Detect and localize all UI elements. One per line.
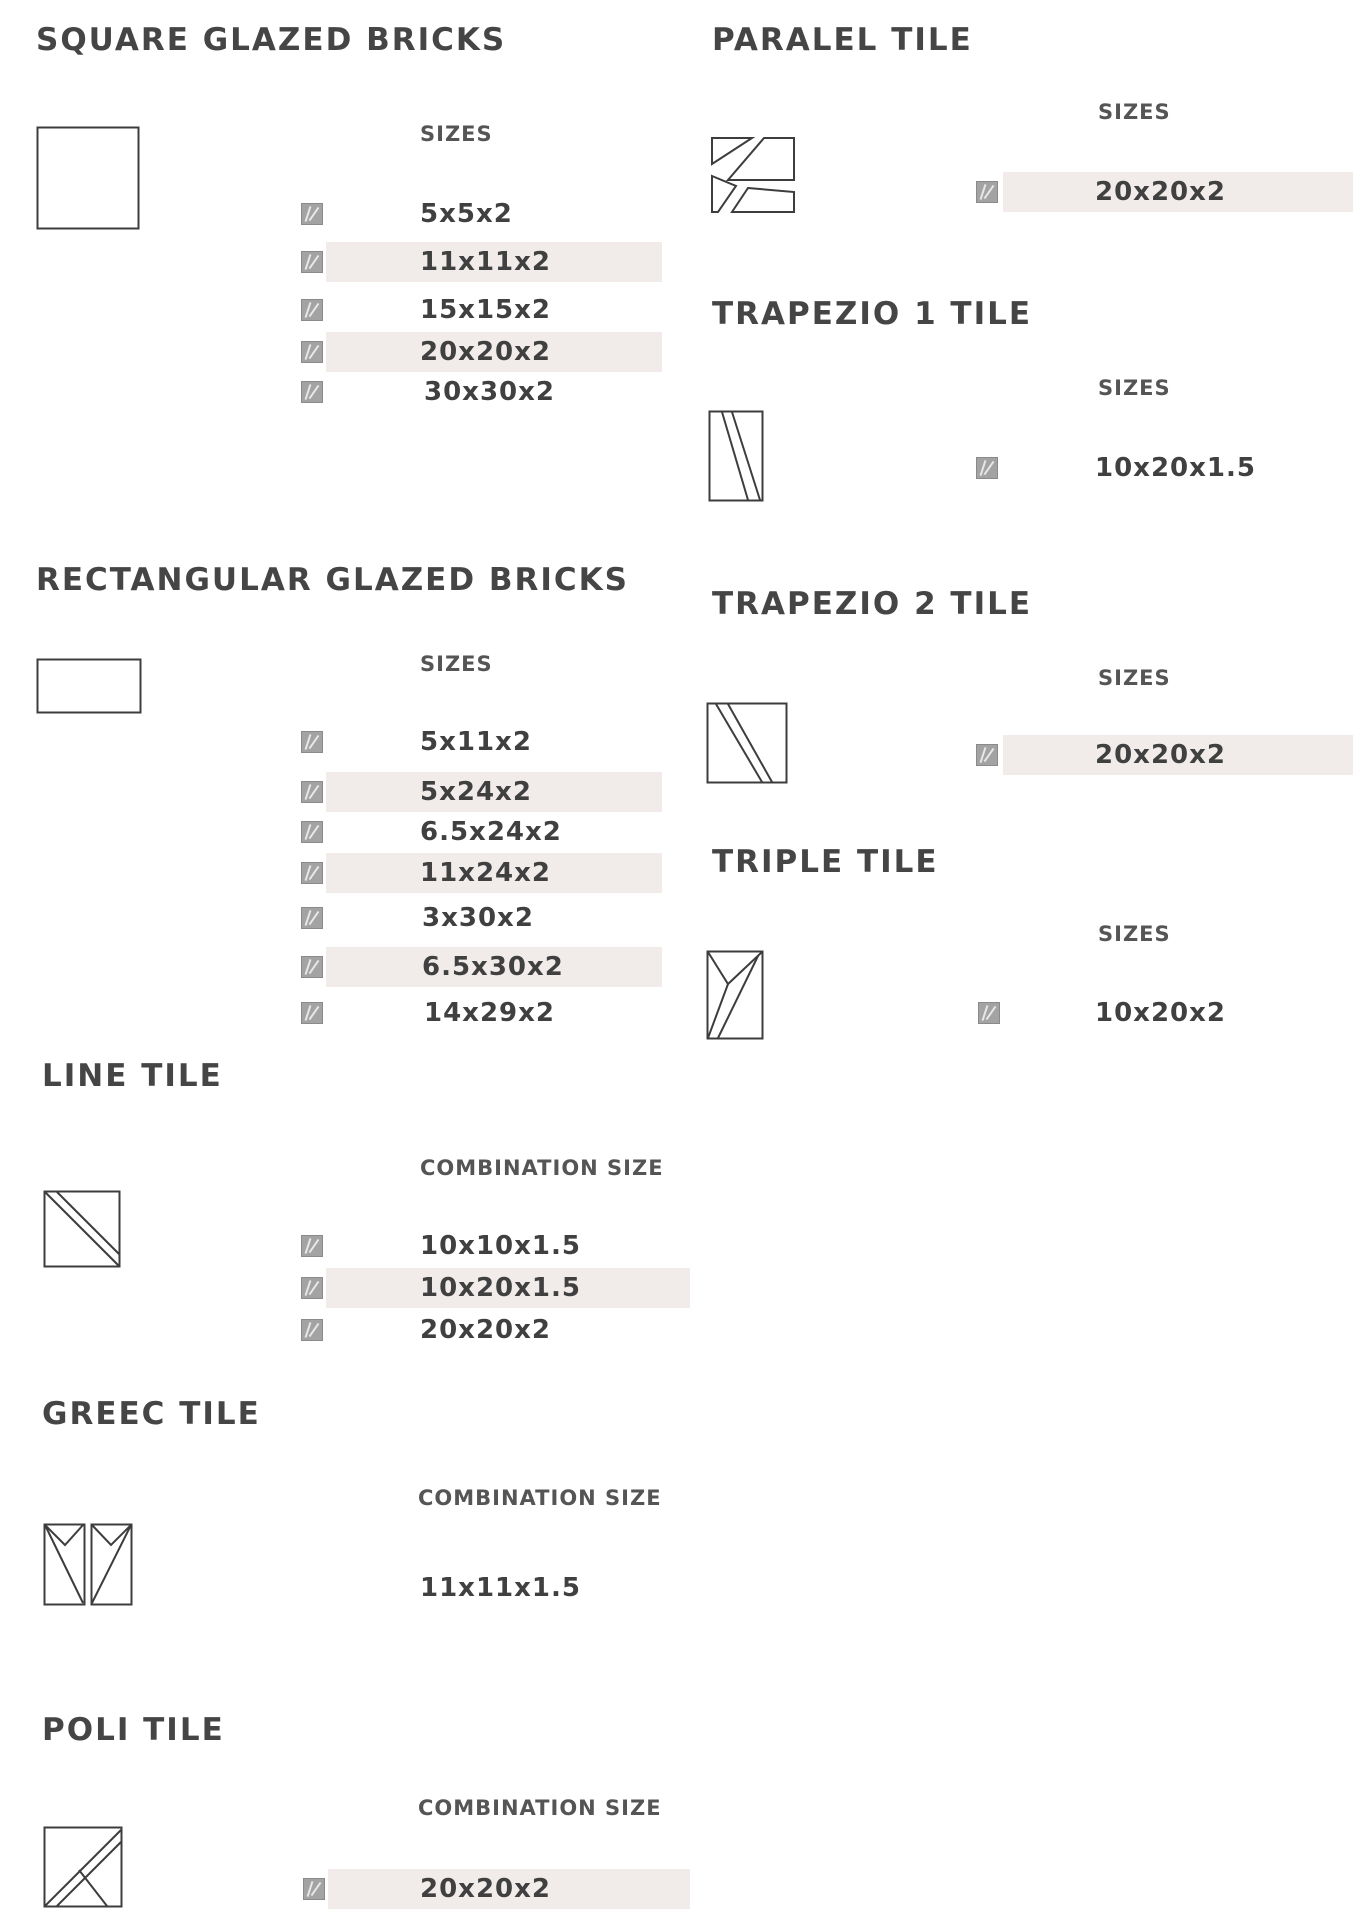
checkbox-icon[interactable]: [301, 341, 323, 363]
size-value: 11x24x2: [420, 858, 551, 888]
size-value: 20x20x2: [420, 1874, 551, 1904]
square-tile-icon: [36, 126, 140, 230]
size-row[interactable]: [300, 242, 662, 282]
section-title-line-tile: LINE TILE: [42, 1058, 223, 1094]
checkbox-icon[interactable]: [301, 1277, 323, 1299]
trapezio-1-tile-icon: [708, 410, 764, 502]
checkbox-icon[interactable]: [301, 862, 323, 884]
checkbox-icon[interactable]: [303, 1878, 325, 1900]
size-value: 5x11x2: [420, 727, 532, 757]
checkbox-icon[interactable]: [301, 956, 323, 978]
size-row[interactable]: [300, 853, 662, 893]
checkbox-icon[interactable]: [301, 381, 323, 403]
size-value: 11x11x2: [420, 247, 551, 277]
size-row[interactable]: [975, 993, 1353, 1033]
size-row[interactable]: [975, 172, 1353, 212]
size-row[interactable]: [300, 1568, 690, 1608]
size-value: 10x20x1.5: [420, 1273, 581, 1303]
size-value: 10x20x1.5: [1095, 453, 1256, 483]
size-row[interactable]: [975, 448, 1353, 488]
checkbox-icon[interactable]: [301, 1002, 323, 1024]
size-row[interactable]: [300, 372, 662, 412]
checkbox-icon[interactable]: [976, 181, 998, 203]
paralel-tile-icon: [708, 134, 798, 216]
size-value: 30x30x2: [424, 377, 555, 407]
trapezio-2-tile-icon: [706, 702, 788, 784]
size-row[interactable]: [300, 898, 662, 938]
checkbox-icon[interactable]: [301, 299, 323, 321]
section-title-rectangular-glazed-bricks: RECTANGULAR GLAZED BRICKS: [36, 562, 629, 598]
size-value: 6.5x24x2: [420, 817, 562, 847]
size-value: 11x11x1.5: [420, 1573, 581, 1603]
checkbox-icon[interactable]: [301, 731, 323, 753]
checkbox-icon[interactable]: [978, 1002, 1000, 1024]
size-value: 20x20x2: [420, 1315, 551, 1345]
section-title-paralel-tile: PARALEL TILE: [712, 22, 973, 58]
size-row[interactable]: [300, 772, 662, 812]
size-row[interactable]: [300, 1869, 690, 1909]
checkbox-icon[interactable]: [301, 203, 323, 225]
rectangle-tile-icon: [36, 658, 142, 714]
checkbox-icon[interactable]: [301, 251, 323, 273]
poli-tile-icon: [43, 1826, 123, 1908]
combination-size-label-poli: COMBINATION SIZE: [418, 1796, 662, 1820]
size-row[interactable]: [300, 1310, 690, 1350]
sizes-label-trapezio-2: SIZES: [1098, 666, 1171, 690]
sizes-label-rectangular: SIZES: [420, 652, 493, 676]
size-value: 15x15x2: [420, 295, 551, 325]
greec-tile-icon: [43, 1523, 133, 1607]
size-row[interactable]: [300, 993, 662, 1033]
size-value: 6.5x30x2: [422, 952, 564, 982]
line-tile-icon: [43, 1190, 121, 1268]
size-row[interactable]: [300, 1226, 690, 1266]
checkbox-icon[interactable]: [301, 821, 323, 843]
size-row[interactable]: [300, 194, 662, 234]
size-value: 20x20x2: [420, 337, 551, 367]
sizes-label-square: SIZES: [420, 122, 493, 146]
size-value: 14x29x2: [424, 998, 555, 1028]
size-value: 3x30x2: [422, 903, 534, 933]
checkbox-icon[interactable]: [976, 457, 998, 479]
size-row[interactable]: [300, 332, 662, 372]
checkbox-icon[interactable]: [301, 1235, 323, 1257]
sizes-label-triple: SIZES: [1098, 922, 1171, 946]
size-row[interactable]: [300, 947, 662, 987]
section-title-square-glazed-bricks: SQUARE GLAZED BRICKS: [36, 22, 507, 58]
sizes-label-paralel: SIZES: [1098, 100, 1171, 124]
size-value: 5x5x2: [420, 199, 513, 229]
checkbox-icon[interactable]: [301, 907, 323, 929]
size-row[interactable]: [975, 735, 1353, 775]
checkbox-icon[interactable]: [976, 744, 998, 766]
size-value: 5x24x2: [420, 777, 532, 807]
checkbox-icon[interactable]: [301, 1319, 323, 1341]
size-value: 10x10x1.5: [420, 1231, 581, 1261]
section-title-greec-tile: GREEC TILE: [42, 1396, 261, 1432]
section-title-triple-tile: TRIPLE TILE: [712, 844, 939, 880]
triple-tile-icon: [706, 950, 764, 1040]
size-value: 20x20x2: [1095, 177, 1226, 207]
sizes-label-trapezio-1: SIZES: [1098, 376, 1171, 400]
combination-size-label-greec: COMBINATION SIZE: [418, 1486, 662, 1510]
size-row[interactable]: [300, 812, 662, 852]
size-value: 10x20x2: [1095, 998, 1226, 1028]
checkbox-icon[interactable]: [301, 781, 323, 803]
size-row[interactable]: [300, 722, 662, 762]
size-row[interactable]: [300, 1268, 690, 1308]
combination-size-label-line: COMBINATION SIZE: [420, 1156, 664, 1180]
size-row[interactable]: [300, 290, 662, 330]
section-title-trapezio-2-tile: TRAPEZIO 2 TILE: [712, 586, 1033, 622]
section-title-trapezio-1-tile: TRAPEZIO 1 TILE: [712, 296, 1033, 332]
size-value: 20x20x2: [1095, 740, 1226, 770]
section-title-poli-tile: POLI TILE: [42, 1712, 225, 1748]
